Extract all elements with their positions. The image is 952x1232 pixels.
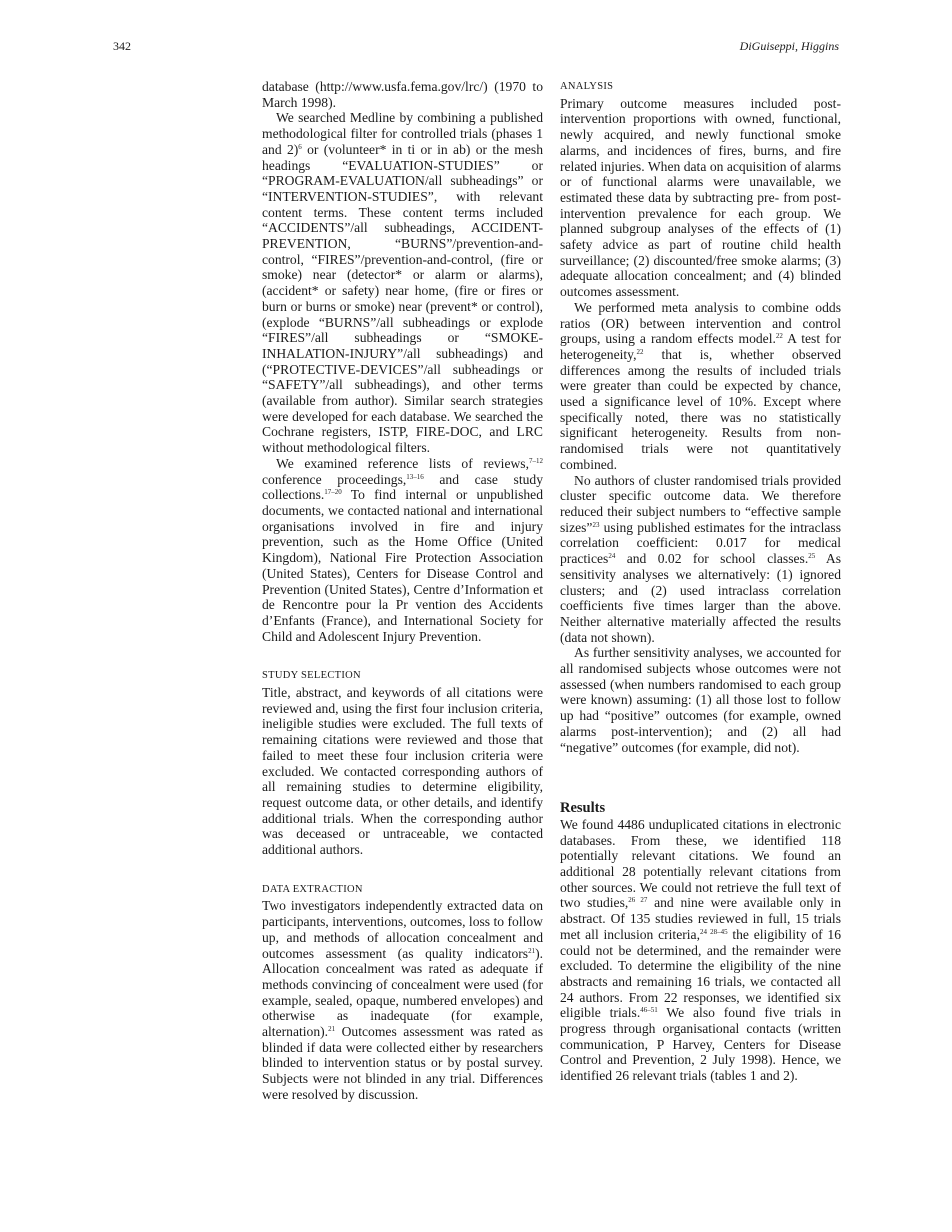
paragraph-sensitivity-analyses: As further sensitivity analyses, we accounted for all randomised subjects whose outcomes were not assessed (when numbers randomised to each group were known) assuming: (1) all those lost to follow up had “positive” outcomes (for example, owned alarms post-intervention); and (2) all had “negative” outcomes (for example, did not). [560, 645, 841, 755]
paragraph-medline-search [262, 110, 543, 455]
section-gap [262, 858, 543, 882]
reference-superscript: 22 [775, 332, 783, 341]
paragraph-database: database (http://www.usfa.fema.gov/lrc/) (1970 to March 1998). [262, 79, 543, 110]
text-run: We searched Medline by combining a published methodological filter for controlled trials (phases 1 and 2) [262, 110, 543, 157]
text-run: We also found five trials in progress through organisational contacts (written communication, P Harvey, Centers for Disease Control and Prevention, 2 July 1998). Hence, we identified 26 relevant trials (tables 1 and 2). [560, 1005, 842, 1084]
reference-superscript: 24 28–45 [699, 927, 728, 936]
reference-superscript: 6 [298, 142, 302, 151]
section-gap [262, 644, 543, 668]
section-heading-analysis: ANALYSIS [560, 81, 614, 92]
paragraph-cluster-trials [560, 473, 841, 646]
text-run: Two investigators independently extracted data on participants, interventions, outcomes, loss to follow up, and methods of allocation concealment and outcomes assessment (as quality indicators [262, 898, 543, 961]
text-run: and case study collections. [262, 471, 544, 503]
reference-superscript: 24 [608, 552, 616, 561]
text-run: conference proceedings, [262, 471, 407, 487]
paragraph-reference-lists [262, 456, 543, 644]
reference-superscript: 22 [636, 347, 644, 356]
text-run: ). Allocation concealment was rated as adequate if methods convincing of concealment were used (for example, sealed, opaque, numbered envelopes) and otherwise as inadequate (for example, alternation). [262, 945, 543, 1040]
reference-superscript: 7–12 [529, 456, 543, 465]
section-heading-results: Results [560, 800, 606, 817]
text-run: As sensitivity analyses we alternatively: (1) ignored clusters; and (2) used intraclass correlation coefficients five times larger than the above. Neither alternative materially affected the results (data not shown). [560, 551, 841, 645]
text-run: No authors of cluster randomised trials provided cluster specific outcome data. We therefore reduced their subject numbers to “effective sample sizes” [560, 472, 841, 535]
reference-superscript: 21 [528, 946, 536, 955]
text-run: and nine were available only in abstract. Of 135 studies reviewed in full, 15 trials met all inclusion criteria, [560, 895, 841, 942]
paragraph-study-selection: Title, abstract, and keywords of all citations were reviewed and, using the first four inclusion criteria, ineligible studies were excluded. The full texts of remaining citations were reviewed and those that failed to meet these four inclusion criteria were excluded. We contacted corresponding authors of all remaining studies to determine eligibility, request outcome data, or other details, and identify additional trials. When the corresponding author was deceased or untraceable, we contacted additional authors. [262, 685, 543, 858]
reference-superscript: 26 27 [628, 896, 648, 905]
text-run: using published estimates for the intraclass correlation coefficient: 0.017 for medical practices [560, 519, 841, 567]
reference-superscript: 17–20 [324, 488, 342, 497]
text-run: To find internal or unpublished documents, we contacted national and international organisations involved in fire and injury prevention, such as the Home Office (United Kingdom), National Fire Protection Association (United States), Centers for Disease Control and Prevention (United States), Centre d’Information et de Rencontre pour la Pr vention des Accidents d’Enfants (France), and International Society for Child and Adolescent Injury Prevention. [262, 487, 543, 644]
paragraph-meta-analysis [560, 300, 841, 473]
paragraph-results [560, 817, 841, 1084]
text-run: Outcomes assessment was rated as blinded if data were collected either by researchers blinded to intervention status or by postal survey. Subjects were not blinded in any trial. Differences were resolved by discussion. [262, 1024, 543, 1102]
section-heading-data-extraction: DATA EXTRACTION [262, 883, 363, 895]
paragraph-outcome-measures: Primary outcome measures included post-intervention proportions with owned, functional, newly acquired, and newly functional smoke alarms, and incidences of fires, burns, and fire related injuries. When data on acquisition of alarms or of functional alarms were unavailable, we estimated these data by subtracting pre- from post-intervention prevalence for each group. We planned subgroup analyses of the effects of (1) safety advice as part of routine child health surveillance; (2) discounted/free smoke alarms; (3) adequate allocation concealment; and (4) blinded outcomes assessment. [560, 95, 841, 300]
running-head: DiGuiseppi, Higgins [739, 39, 839, 53]
section-gap [560, 755, 841, 801]
text-run: and 0.02 for school classes. [615, 551, 809, 567]
reference-superscript: 46–51 [640, 1006, 658, 1015]
text-run: We found 4486 unduplicated citations in electronic databases. From these, we identified 118 potentially relevant citations. We found an additional 28 potentially relevant citations from other sources. We could not retrieve the full text of two studies, [560, 816, 841, 911]
text-run: that is, whether observed differences among the results of included trials were greater than could be expected by chance, used a significance level of 10%. Except where specifically noted, there was no statistically significant heterogeneity. Results from non-randomised trials were not quantitatively combined. [560, 346, 841, 472]
right-column [560, 79, 841, 1084]
left-column [262, 79, 543, 1103]
paragraph-data-extraction [262, 898, 543, 1102]
text-run: We examined reference lists of reviews, [276, 455, 529, 471]
reference-superscript: 23 [592, 520, 600, 529]
text-run: We performed meta analysis to combine odds ratios (OR) between intervention and control groups, using a random effects model. [560, 299, 841, 347]
section-heading-study-selection: STUDY SELECTION [262, 670, 361, 682]
text-run: A test for heterogeneity, [560, 331, 841, 362]
reference-superscript: 25 [808, 552, 816, 561]
reference-superscript: 13–16 [406, 472, 424, 481]
reference-superscript: 21 [328, 1025, 336, 1034]
page-number: 342 [113, 39, 131, 53]
text-run: the eligibility of 16 could not be determined, and the remainder were excluded. To determine the eligibility of the nine abstracts and remaining 16 trials, we contacted all 24 authors. From 22 responses, we identified six eligible trials. [560, 926, 841, 1021]
text-run: or (volunteer* in ti or in ab) or the mesh headings “EVALUATION-STUDIES” or “PROGRAM-EVALUATION/all subheadings” or “INTERVENTION-STUDIES”, with relevant content terms. These content terms included “ACCIDENTS”/all subheadings, ACCIDENT-PREVENTION, “BURNS”/prevention-and-control, “FIRES”/prevention-and-control, (fire or smoke) near (detector* or alarm or alarms), (accident* or safety) near home, (fire or fires or burn or burns or smoke) near (prevent* or control), (explode “BURNS”/all subheadings or explode “FIRES”/all subheadings or “SMOKE-INHALATION-INJURY”/all subheadings) and (“PROTECTIVE-DEVICES”/all subheadings or “SAFETY”/all subheadings), and other terms (available from author). Similar search strategies were developed for each database. We searched the Cochrane registers, ISTP, FIRE-DOC, and LRC without methodological filters. [262, 141, 543, 456]
